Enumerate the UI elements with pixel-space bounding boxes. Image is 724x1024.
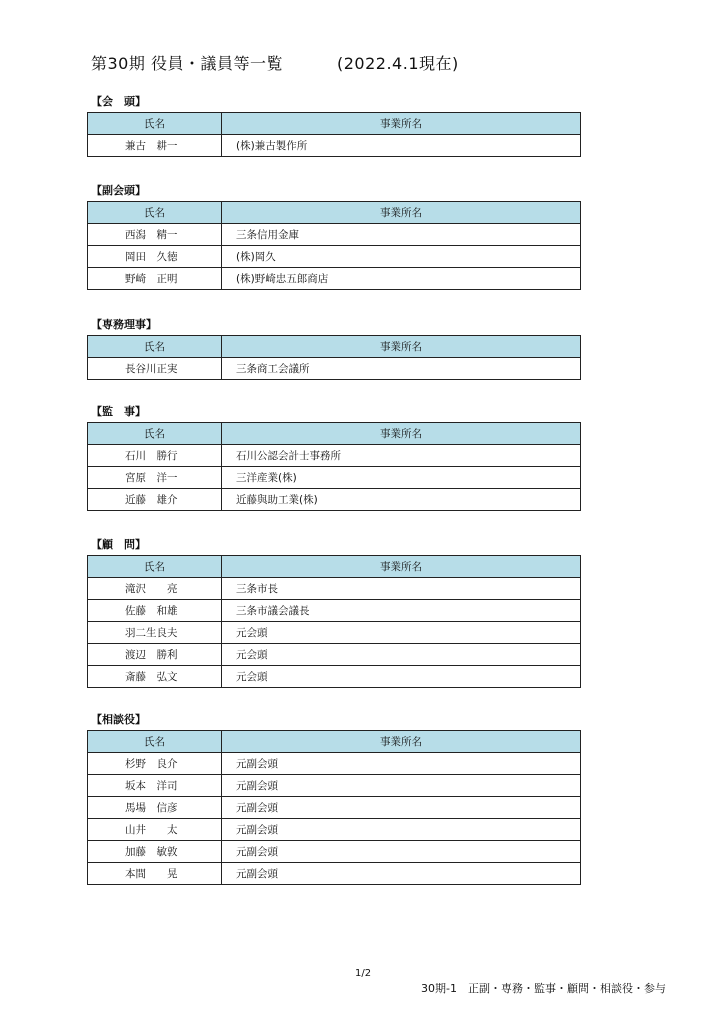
section-label: 【専務理事】 <box>91 318 157 331</box>
table-header-row <box>88 113 581 135</box>
table-row <box>88 268 581 290</box>
header-company: 事業所名 <box>222 113 581 135</box>
table-row <box>88 224 581 246</box>
company-name: 石川公認会計士事務所 <box>222 445 581 467</box>
officer-section <box>87 405 581 511</box>
officer-name: 羽二生良夫 <box>88 622 222 644</box>
officer-section <box>87 95 581 157</box>
table-row <box>88 489 581 511</box>
officer-section <box>87 184 581 290</box>
officer-name: 加藤 敏敦 <box>88 841 222 863</box>
officer-name: 杉野 良介 <box>88 753 222 775</box>
company-name: 元副会頭 <box>222 797 581 819</box>
header-name: 氏名 <box>88 556 222 578</box>
table-row <box>88 578 581 600</box>
officer-name: 兼古 耕一 <box>88 135 222 157</box>
section-label: 【監 事】 <box>91 405 146 418</box>
officer-name: 近藤 雄介 <box>88 489 222 511</box>
table-header-row <box>88 336 581 358</box>
officer-name: 滝沢 亮 <box>88 578 222 600</box>
company-name: 元副会頭 <box>222 841 581 863</box>
officer-name: 岡田 久徳 <box>88 246 222 268</box>
officer-name: 宮原 洋一 <box>88 467 222 489</box>
company-name: 三条信用金庫 <box>222 224 581 246</box>
header-company: 事業所名 <box>222 423 581 445</box>
table-row <box>88 819 581 841</box>
table-row <box>88 622 581 644</box>
table-row <box>88 753 581 775</box>
officer-table <box>87 201 581 290</box>
officer-name: 渡辺 勝利 <box>88 644 222 666</box>
section-label: 【副会頭】 <box>91 184 146 197</box>
officer-table <box>87 422 581 511</box>
company-name: 三条市議会議長 <box>222 600 581 622</box>
table-row <box>88 666 581 688</box>
section-label: 【会 頭】 <box>91 95 146 108</box>
document-code: 30期-1 正副・専務・監事・顧問・相談役・参与 <box>421 982 666 995</box>
officer-name: 山井 太 <box>88 819 222 841</box>
table-row <box>88 246 581 268</box>
company-name: 元会頭 <box>222 644 581 666</box>
header-company: 事業所名 <box>222 336 581 358</box>
officer-table <box>87 730 581 885</box>
officer-table <box>87 112 581 157</box>
officer-name: 西潟 精一 <box>88 224 222 246</box>
company-name: 三洋産業(株) <box>222 467 581 489</box>
company-name: 元副会頭 <box>222 753 581 775</box>
title-text: 第30期 役員・議員等一覧 <box>91 54 283 73</box>
company-name: 元副会頭 <box>222 863 581 885</box>
as-of-date: (2022.4.1現在) <box>337 54 459 73</box>
officer-section <box>87 538 581 688</box>
table-row <box>88 135 581 157</box>
table-header-row <box>88 731 581 753</box>
company-name: 元副会頭 <box>222 819 581 841</box>
table-row <box>88 841 581 863</box>
header-name: 氏名 <box>88 731 222 753</box>
officer-name: 馬場 信彦 <box>88 797 222 819</box>
company-name: 元会頭 <box>222 622 581 644</box>
table-row <box>88 600 581 622</box>
company-name: 元副会頭 <box>222 775 581 797</box>
header-company: 事業所名 <box>222 556 581 578</box>
table-row <box>88 467 581 489</box>
officer-table <box>87 335 581 380</box>
page-number: 1/2 <box>355 968 372 979</box>
table-row <box>88 797 581 819</box>
officer-name: 石川 勝行 <box>88 445 222 467</box>
officer-name: 斎藤 弘文 <box>88 666 222 688</box>
officer-name: 佐藤 和雄 <box>88 600 222 622</box>
table-row <box>88 775 581 797</box>
section-label: 【相談役】 <box>91 713 146 726</box>
company-name: 元会頭 <box>222 666 581 688</box>
officer-section <box>87 713 581 885</box>
officer-name: 長谷川正実 <box>88 358 222 380</box>
header-name: 氏名 <box>88 202 222 224</box>
header-company: 事業所名 <box>222 731 581 753</box>
header-company: 事業所名 <box>222 202 581 224</box>
header-name: 氏名 <box>88 336 222 358</box>
section-label: 【顧 問】 <box>91 538 146 551</box>
officer-name: 野崎 正明 <box>88 268 222 290</box>
table-row <box>88 445 581 467</box>
officer-section <box>87 318 581 380</box>
officer-name: 坂本 洋司 <box>88 775 222 797</box>
company-name: (株)野崎忠五郎商店 <box>222 268 581 290</box>
table-header-row <box>88 423 581 445</box>
header-name: 氏名 <box>88 113 222 135</box>
table-row <box>88 863 581 885</box>
table-header-row <box>88 202 581 224</box>
table-row <box>88 644 581 666</box>
header-name: 氏名 <box>88 423 222 445</box>
table-header-row <box>88 556 581 578</box>
officer-name: 本間 晃 <box>88 863 222 885</box>
table-row <box>88 358 581 380</box>
company-name: (株)兼古製作所 <box>222 135 581 157</box>
company-name: (株)岡久 <box>222 246 581 268</box>
company-name: 近藤與助工業(株) <box>222 489 581 511</box>
page-title <box>91 51 459 74</box>
company-name: 三条商工会議所 <box>222 358 581 380</box>
officer-table <box>87 555 581 688</box>
company-name: 三条市長 <box>222 578 581 600</box>
